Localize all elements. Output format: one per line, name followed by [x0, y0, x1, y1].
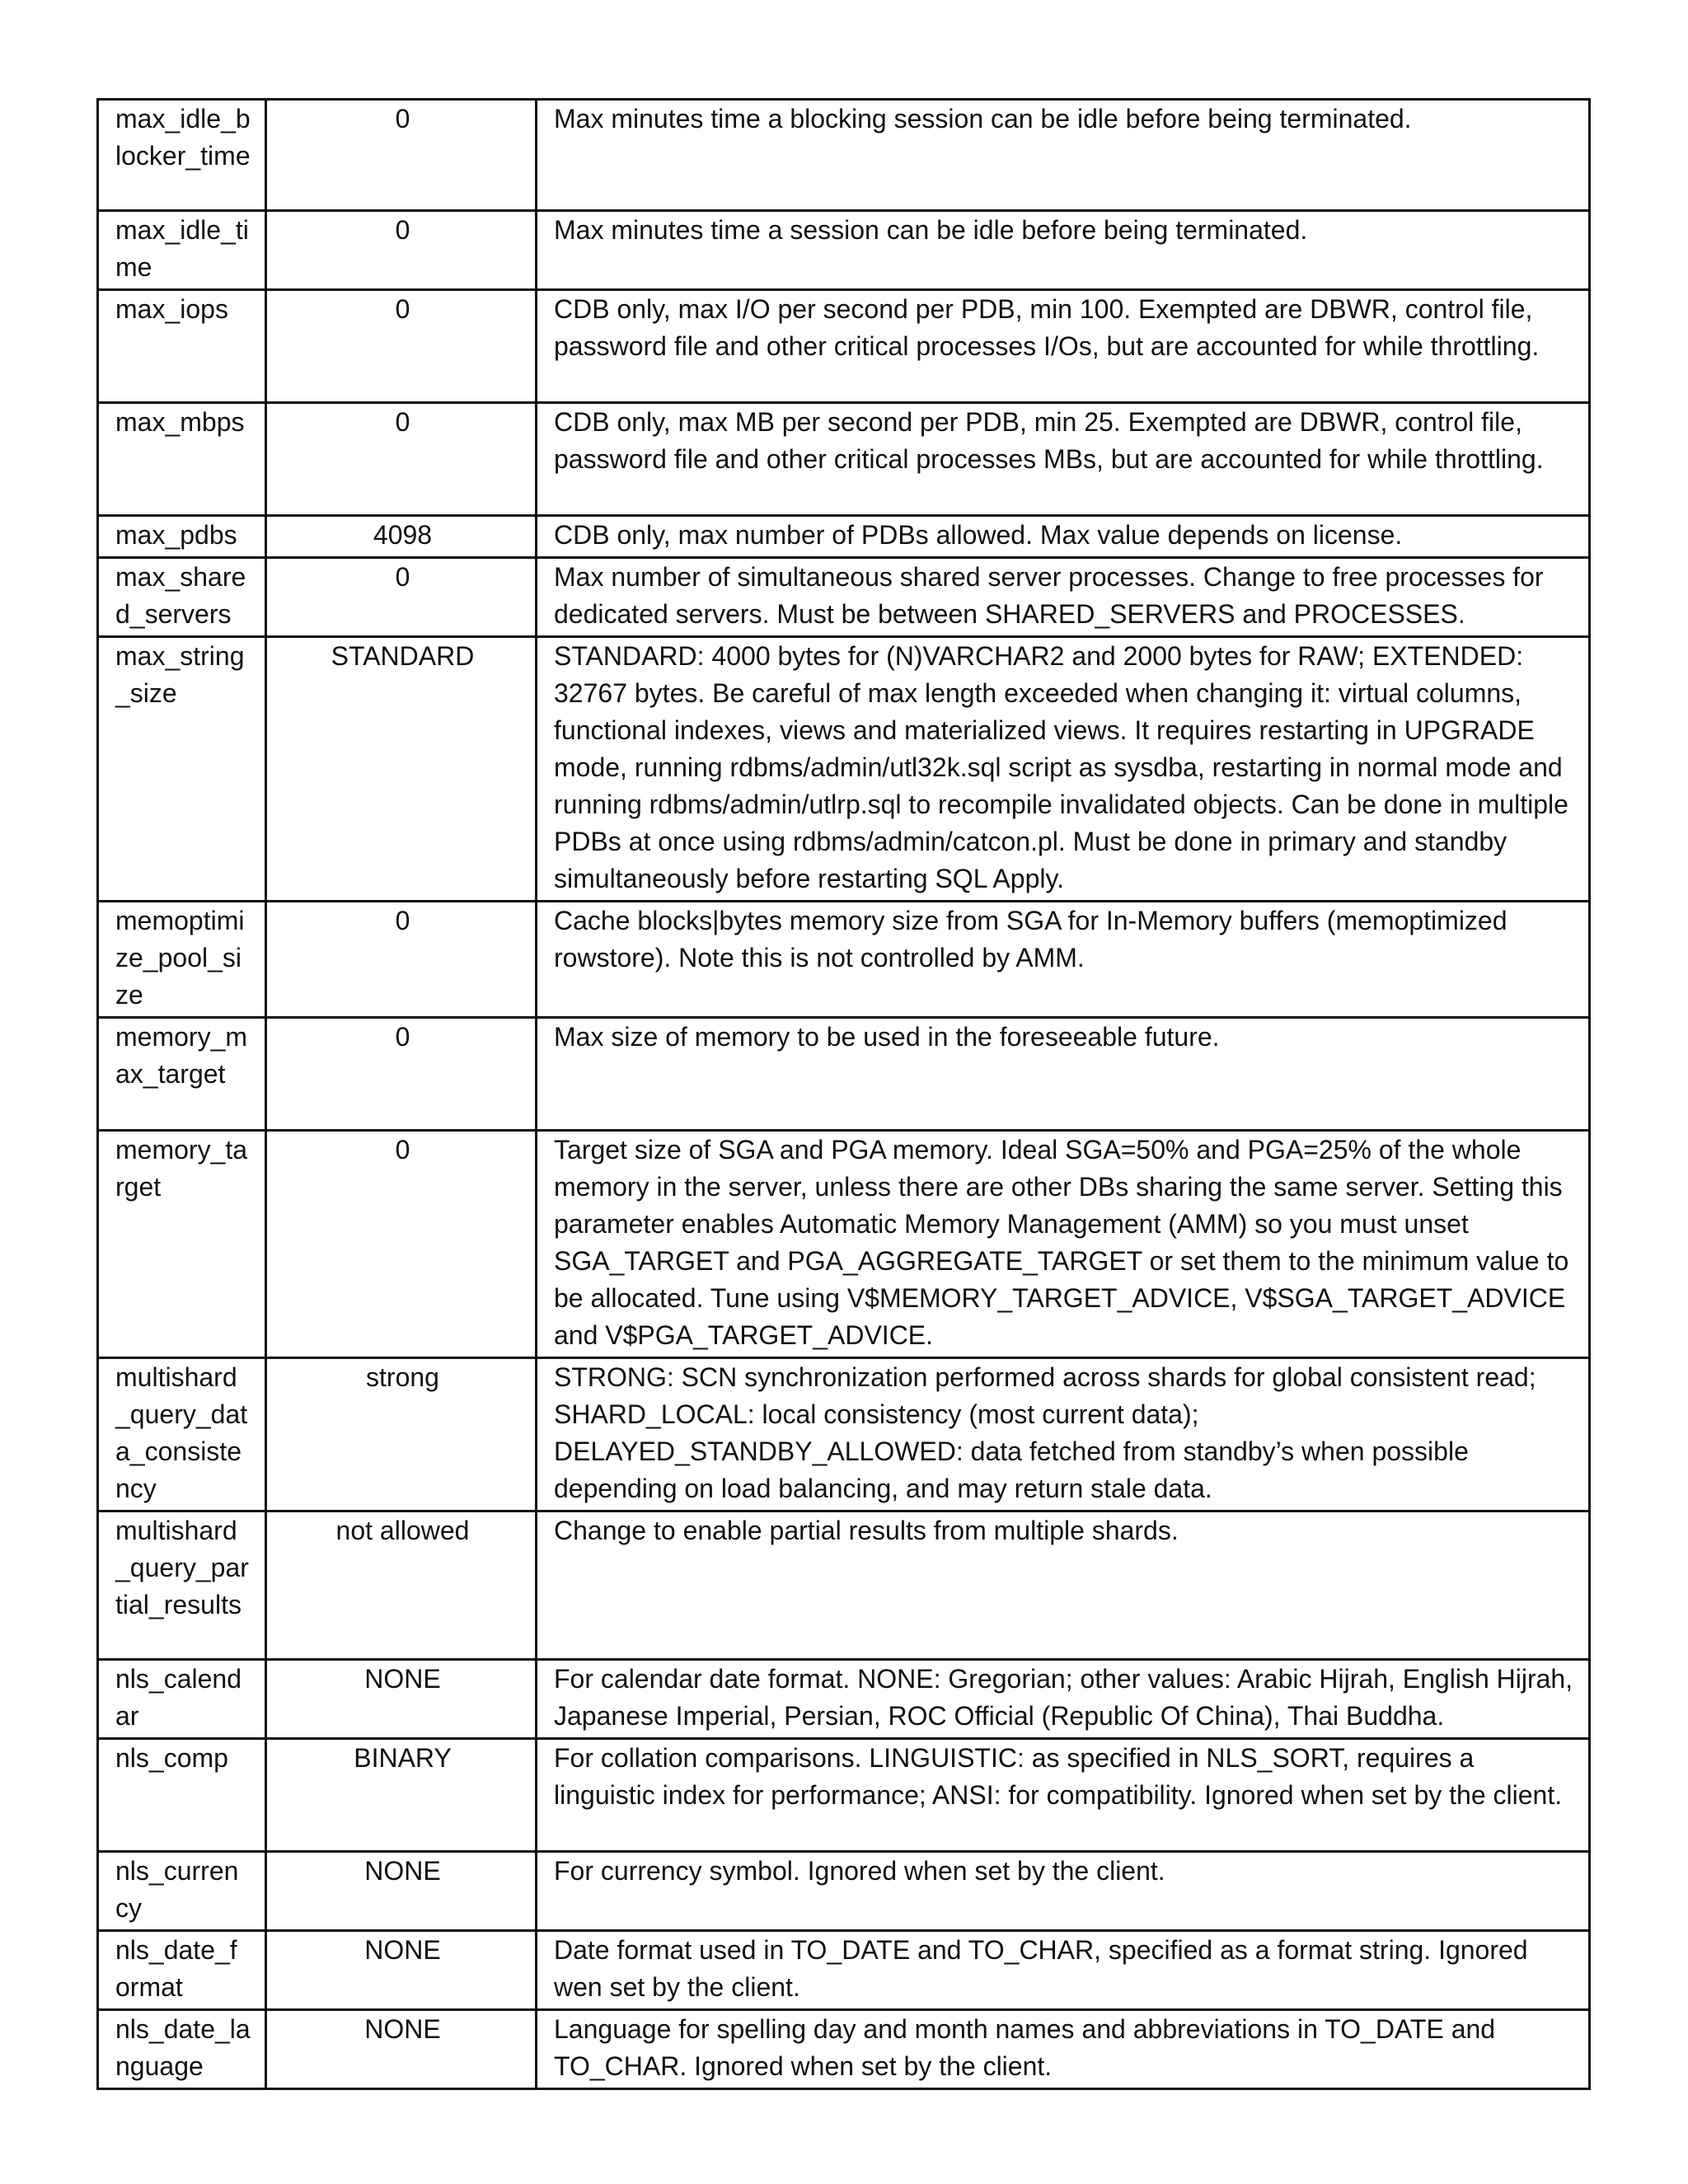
- parameter-name: nls_date_language: [98, 2010, 266, 2089]
- parameter-name: nls_date_format: [98, 1931, 266, 2010]
- parameter-description: Target size of SGA and PGA memory. Ideal SGA=50% and PGA=25% of the whole memory in the server, unless there are other DBs sharing the same server. Setting this parameter enables Automatic Memory Management (AMM) so you must unset SGA_TARGET and PGA_AGGREGATE_TARGET or set them to the minimum value to be allocated. Tune using V$MEMORY_TARGET_ADVICE, V$SGA_TARGET_ADVICE and V$PGA_TARGET_ADVICE.: [537, 1131, 1590, 1358]
- parameter-description: Date format used in TO_DATE and TO_CHAR, specified as a format string. Ignored wen set by the client.: [537, 1931, 1590, 2010]
- table-row: [98, 516, 1590, 558]
- parameter-name: max_shared_servers: [98, 558, 266, 637]
- parameter-description: CDB only, max number of PDBs allowed. Max value depends on license.: [537, 516, 1590, 558]
- parameter-default: strong: [266, 1358, 537, 1511]
- parameter-default: BINARY: [266, 1739, 537, 1852]
- parameter-default: 0: [266, 290, 537, 403]
- parameter-description: Max size of memory to be used in the foreseeable future.: [537, 1018, 1590, 1131]
- parameter-name: memory_target: [98, 1131, 266, 1358]
- table-row: [98, 100, 1590, 211]
- parameter-description: Cache blocks|bytes memory size from SGA for In-Memory buffers (memoptimized rowstore). Note this is not controlled by AMM.: [537, 902, 1590, 1018]
- parameter-default: 0: [266, 1018, 537, 1131]
- table-row: [98, 1660, 1590, 1739]
- parameter-name: nls_currency: [98, 1852, 266, 1931]
- parameter-description: Change to enable partial results from multiple shards.: [537, 1511, 1590, 1660]
- parameter-default: STANDARD: [266, 637, 537, 902]
- parameter-name: max_idle_time: [98, 211, 266, 290]
- parameter-name: multishard_query_data_consistency: [98, 1358, 266, 1511]
- parameter-name: multishard_query_partial_results: [98, 1511, 266, 1660]
- parameter-default: 0: [266, 100, 537, 211]
- table-row: [98, 1852, 1590, 1931]
- parameter-default: 0: [266, 211, 537, 290]
- table-row: [98, 1131, 1590, 1358]
- parameter-description: Max number of simultaneous shared server processes. Change to free processes for dedicated servers. Must be between SHARED_SERVERS and PROCESSES.: [537, 558, 1590, 637]
- parameter-name: max_iops: [98, 290, 266, 403]
- parameter-name: nls_comp: [98, 1739, 266, 1852]
- parameter-default: 0: [266, 403, 537, 516]
- table-row: [98, 211, 1590, 290]
- parameter-default: 4098: [266, 516, 537, 558]
- parameter-name: max_idle_blocker_time: [98, 100, 266, 211]
- table-row: [98, 637, 1590, 902]
- table-row: [98, 403, 1590, 516]
- table-row: [98, 1931, 1590, 2010]
- parameter-name: nls_calendar: [98, 1660, 266, 1739]
- parameter-default: NONE: [266, 1852, 537, 1931]
- table-row: [98, 290, 1590, 403]
- parameter-name: max_mbps: [98, 403, 266, 516]
- parameter-default: NONE: [266, 1660, 537, 1739]
- parameter-default: 0: [266, 558, 537, 637]
- parameter-default: 0: [266, 1131, 537, 1358]
- parameter-description: CDB only, max MB per second per PDB, min 25. Exempted are DBWR, control file, password file and other critical processes MBs, but are accounted for while throttling.: [537, 403, 1590, 516]
- parameter-description: For collation comparisons. LINGUISTIC: as specified in NLS_SORT, requires a linguistic index for performance; ANSI: for compatibility. Ignored when set by the client.: [537, 1739, 1590, 1852]
- table-row: [98, 1358, 1590, 1511]
- parameter-default: NONE: [266, 2010, 537, 2089]
- table-row: [98, 1018, 1590, 1131]
- parameter-description: STRONG: SCN synchronization performed across shards for global consistent read; SHARD_LOCAL: local consistency (most current data); DELAYED_STANDBY_ALLOWED: data fetched from standby’s when possible depending on load balancing, and may return stale data.: [537, 1358, 1590, 1511]
- parameter-description: CDB only, max I/O per second per PDB, min 100. Exempted are DBWR, control file, password file and other critical processes I/Os, but are accounted for while throttling.: [537, 290, 1590, 403]
- parameter-default: 0: [266, 902, 537, 1018]
- parameter-default: not allowed: [266, 1511, 537, 1660]
- table-row: [98, 2010, 1590, 2089]
- parameter-table: [96, 98, 1591, 2090]
- table-row: [98, 902, 1590, 1018]
- parameter-description: For currency symbol. Ignored when set by the client.: [537, 1852, 1590, 1931]
- parameter-description: Language for spelling day and month names and abbreviations in TO_DATE and TO_CHAR. Ignored when set by the client.: [537, 2010, 1590, 2089]
- parameter-default: NONE: [266, 1931, 537, 2010]
- parameter-name: max_string_size: [98, 637, 266, 902]
- parameter-description: STANDARD: 4000 bytes for (N)VARCHAR2 and 2000 bytes for RAW; EXTENDED: 32767 bytes. Be careful of max length exceeded when changing it: virtual columns, functional indexes, views and materialized views. It requires restarting in UPGRADE mode, running rdbms/admin/utl32k.sql script as sysdba, restarting in normal mode and running rdbms/admin/utlrp.sql to recompile invalidated objects. Can be done in multiple PDBs at once using rdbms/admin/catcon.pl. Must be done in primary and standby simultaneously before restarting SQL Apply.: [537, 637, 1590, 902]
- parameter-name: memory_max_target: [98, 1018, 266, 1131]
- table-row: [98, 1739, 1590, 1852]
- table-row: [98, 1511, 1590, 1660]
- parameter-description: Max minutes time a blocking session can be idle before being terminated.: [537, 100, 1590, 211]
- parameter-name: memoptimize_pool_size: [98, 902, 266, 1018]
- table-row: [98, 558, 1590, 637]
- parameter-description: Max minutes time a session can be idle before being terminated.: [537, 211, 1590, 290]
- parameter-description: For calendar date format. NONE: Gregorian; other values: Arabic Hijrah, English Hijrah, Japanese Imperial, Persian, ROC Official (Republic Of China), Thai Buddha.: [537, 1660, 1590, 1739]
- parameter-name: max_pdbs: [98, 516, 266, 558]
